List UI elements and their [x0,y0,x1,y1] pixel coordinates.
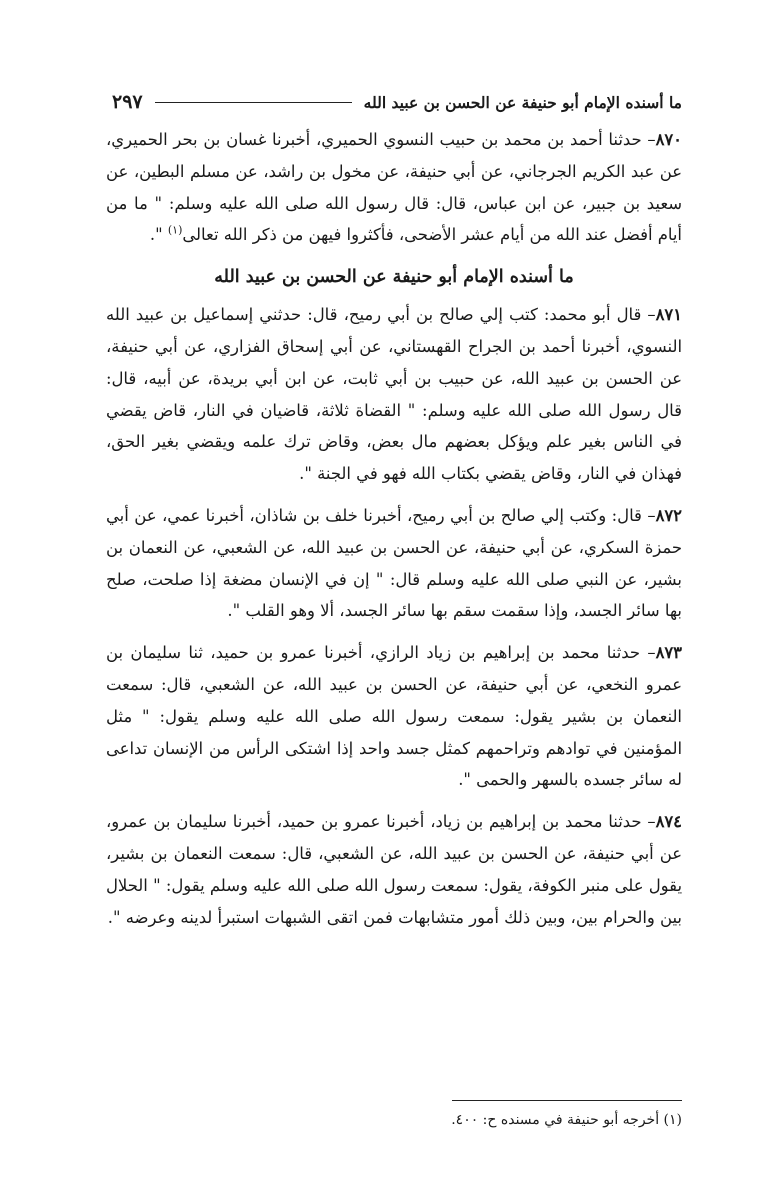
running-header [112,88,682,116]
hadith-871 [106,299,682,490]
hadith-text: – قال: وكتب إلي صالح بن أبي رميح، أخبرنا خلف بن شاذان، أخبرنا عمي، عن أبي حمزة السكري، عن أبي حنيفة، عن الحسن بن عبيد الله، عن الشعبي، عن النعمان بن بشير، عن النبي صلى الله عليه وسلم قال: " إن في الإنسان مضغة إذا صلحت، صلح بها سائر الجسد، وإذا سقمت سقم بها سائر الجسد، ألا وهو القلب ". [106,505,682,621]
hadith-text: – قال أبو محمد: كتب إلي صالح بن أبي رميح، قال: حدثني إسماعيل بن عبيد الله النسوي، أخبرنا أحمد بن الجراح القهستاني، عن أبي إسحاق الفزاري، عن أبي حنيفة، عن الحسن بن عبيد الله، عن حبيب بن أبي ثابت، عن ابن أبي بريدة، عن أبيه، قال: قال رسول الله صلى الله عليه وسلم: " القضاة ثلاثة، قاضيان في النار، قاض يقضي في الناس بغير علم ويؤكل بعضهم مال بعض، وقاض ترك علمه ويقضي بغير الحق، فهذان في النار، وقاض يقضي بكتاب الله فهو في الجنة ". [106,305,682,484]
running-title: ما أسنده الإمام أبو حنيفة عن الحسن بن عبيد الله [363,92,682,112]
page-body [106,124,682,943]
hadith-870 [106,124,682,251]
hadith-text: – حدثنا محمد بن إبراهيم بن زياد، أخبرنا عمرو بن حميد، أخبرنا سليمان بن عمرو، عن أبي حنيفة، عن الحسن بن عبيد الله، عن الشعبي، قال: سمعت النعمان بن بشير، يقول على منبر الكوفة، يقول: سمعت رسول الله صلى الله عليه وسلم يقول: " الحلال بين والحرام بين، وبين ذلك أمور متشابهات فمن اتقى الشبهات استبرأ لدينه وعرضه ". [106,812,682,927]
hadith-872 [106,500,682,627]
section-heading: ما أسنده الإمام أبو حنيفة عن الحسن بن عبيد الله [214,267,574,288]
hadith-874 [106,806,682,933]
hadith-number: ٨٧٤ [655,812,682,832]
hadith-text-end: ". [149,225,168,245]
hadith-text: – حدثنا محمد بن إبراهيم بن زياد الرازي، أخبرنا عمرو بن حميد، ثنا سليمان بن عمرو النخعي، عن أبي حنيفة، عن الحسن بن عبيد الله، عن الشعبي، قال: سمعت النعمان بن بشير يقول: سمعت رسول الله صلى الله عليه وسلم يقول: " مثل المؤمنين في توادهم وتراحمهم كمثل جسد واحد إذا اشتكى الرأس من الإنسان تداعى له سائر جسده بالسهر والحمى ". [106,643,682,790]
hadith-number: ٨٧٠ [655,130,682,149]
footnote-rule [452,1100,682,1101]
header-rule [155,102,352,103]
hadith-873 [106,637,682,796]
hadith-number: ٨٧٣ [655,643,682,663]
hadith-number: ٨٧٢ [655,505,682,525]
hadith-text: – حدثنا أحمد بن محمد بن حبيب النسوي الحميري، أخبرنا غسان بن بحر الحميري، عن عبد الكريم الجرجاني، عن أبي حنيفة، عن مخول بن راشد، عن مسلم البطين، عن سعيد بن جبير، عن ابن عباس، قال: قال رسول الله صلى الله عليه وسلم: " ما من أيام أفضل عند الله من أيام عشر الأضحى، فأكثروا فيهن من ذكر الله تعالى [106,130,682,245]
footnote-marker: (١) [167,223,183,237]
hadith-number: ٨٧١ [655,305,682,325]
footnote: (١) أخرجه أبو حنيفة في مسنده ح: ٤٠٠. [451,1112,682,1128]
page-number: ٢٩٧ [112,91,143,113]
